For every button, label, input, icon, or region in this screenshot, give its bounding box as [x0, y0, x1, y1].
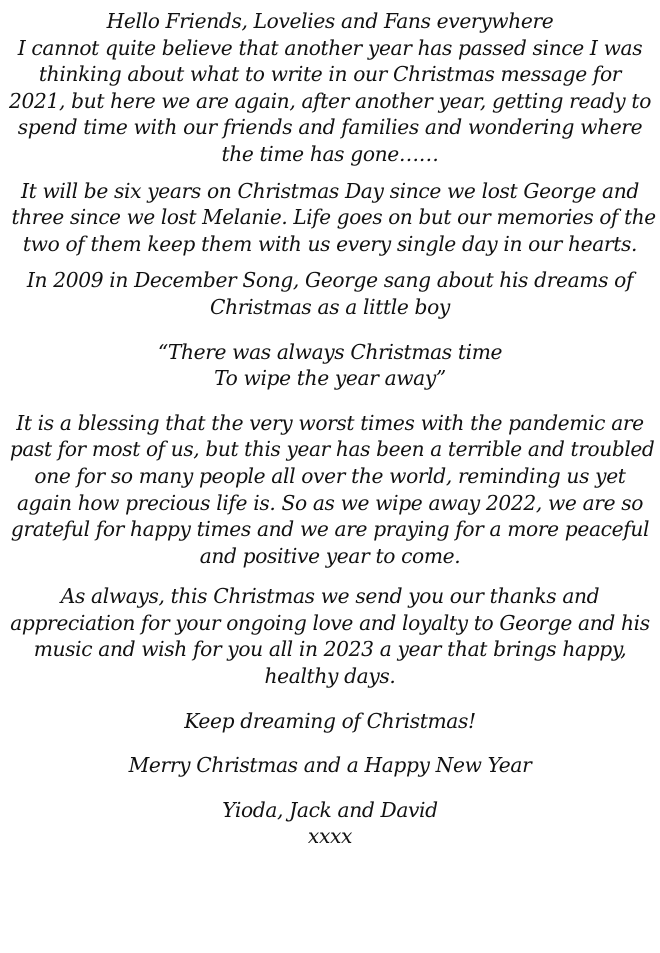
text-line: one for so many people all over the world, reminding us yet — [34, 463, 626, 488]
paragraph-december-song — [8, 267, 652, 320]
song-quote — [8, 339, 652, 392]
text-line: It is a blessing that the very worst times with the pandemic are — [16, 410, 644, 435]
closing-greeting — [8, 752, 652, 779]
text-line: the time has gone…… — [221, 141, 439, 166]
greeting-line: Hello Friends, Lovelies and Fans everywhere — [106, 9, 554, 33]
text-line: It will be six years on Christmas Day since we lost George and — [21, 178, 639, 203]
text-line: two of them keep them with us every single day in our hearts. — [22, 231, 638, 256]
paragraph-spacer — [8, 569, 652, 583]
text-line: Christmas as a little boy — [210, 294, 450, 319]
greeting — [8, 8, 652, 35]
paragraph-remembrance — [8, 178, 656, 258]
text-line: and positive year to come. — [199, 543, 461, 568]
signature-block — [8, 797, 652, 850]
paragraph-spacer — [8, 734, 652, 752]
quote-line: “There was always Christmas time — [157, 339, 503, 364]
closing-line: Merry Christmas and a Happy New Year — [128, 753, 532, 778]
text-line: As always, this Christmas we send you our thanks and — [60, 584, 600, 609]
kisses: xxxx — [307, 824, 353, 849]
paragraph-spacer — [8, 779, 652, 797]
paragraph-spacer — [8, 690, 652, 708]
quote-line: To wipe the year away” — [214, 366, 446, 391]
closing-line: Keep dreaming of Christmas! — [184, 708, 476, 733]
text-line: music and wish for you all in 2023 a year that brings happy, — [33, 637, 627, 662]
text-line: grateful for happy times and we are praying for a more peaceful — [10, 517, 650, 542]
text-line: three since we lost Melanie. Life goes on but our memories of the — [11, 205, 656, 230]
paragraph-spacer — [8, 168, 652, 178]
text-line: thinking about what to write in our Christmas message for — [38, 62, 622, 87]
text-line: healthy days. — [264, 664, 396, 689]
text-line: again how precious life is. So as we wipe away 2022, we are so — [16, 490, 644, 515]
text-line: appreciation for your ongoing love and loyalty to George and his — [10, 610, 650, 635]
closing-keep-dreaming — [8, 708, 652, 735]
paragraph-intro — [8, 35, 652, 168]
paragraph-spacer — [8, 257, 652, 267]
text-line: 2021, but here we are again, after another year, getting ready to — [9, 88, 651, 113]
paragraph-spacer — [8, 392, 652, 410]
paragraph-pandemic — [8, 410, 655, 570]
text-line: In 2009 in December Song, George sang about his dreams of — [26, 268, 634, 293]
text-line: I cannot quite believe that another year has passed since I was — [17, 35, 643, 60]
text-line: spend time with our friends and families and wondering where — [17, 115, 643, 140]
text-line: past for most of us, but this year has been a terrible and troubled — [9, 437, 655, 462]
paragraph-thanks — [8, 583, 652, 689]
signature: Yioda, Jack and David — [222, 797, 438, 822]
paragraph-spacer — [8, 321, 652, 339]
